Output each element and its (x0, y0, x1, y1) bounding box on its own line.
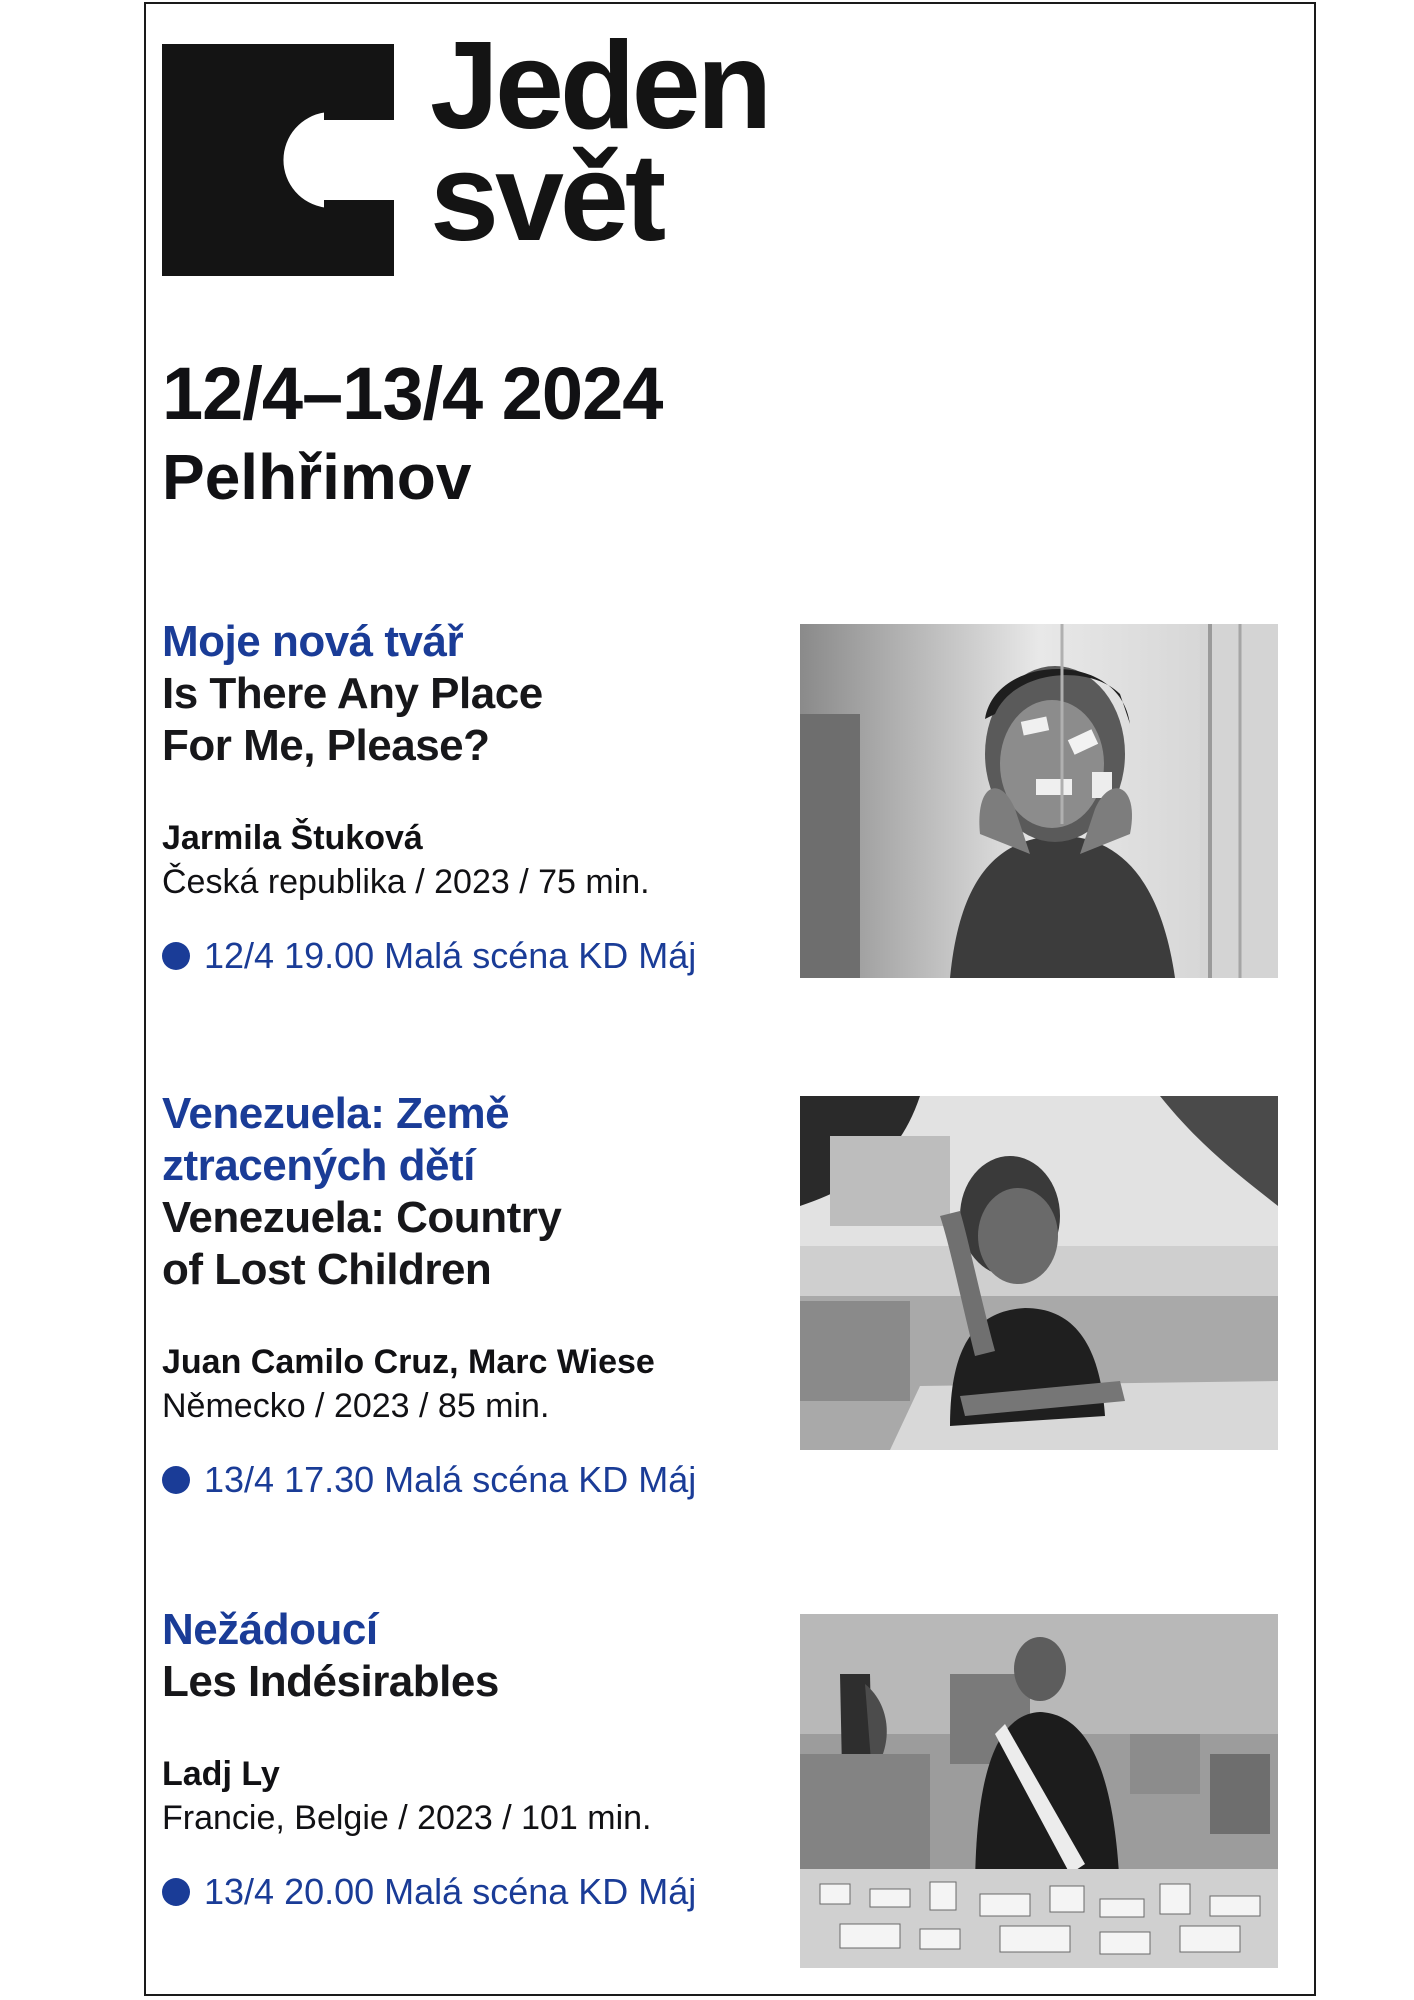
film-screening (162, 1870, 802, 1914)
film-screening (162, 1458, 802, 1502)
bullet-dot-icon (162, 1466, 190, 1494)
film-info: Německo / 2023 / 85 min. (162, 1387, 550, 1425)
logo-line-1: Jeden (430, 17, 769, 155)
film-director: Juan Camilo Cruz, Marc Wiese (162, 1343, 655, 1381)
film-entry-3 (162, 1604, 802, 1914)
screening-text: 13/4 17.30 Malá scéna KD Máj (204, 1459, 697, 1500)
film-entry-1 (162, 616, 802, 978)
film-title-en-line-1: Venezuela: Country (162, 1193, 562, 1242)
film-screening (162, 934, 802, 978)
logo-line-2: svět (430, 129, 663, 267)
logo-wordmark (430, 17, 769, 267)
photo-woman-with-face-bandages-icon (800, 624, 1278, 978)
film-photo-1 (800, 624, 1278, 978)
film-title-cz-line-1: Venezuela: Země (162, 1089, 510, 1138)
photo-mayor-with-sash-over-city-model-icon (800, 1614, 1278, 1968)
film-title-cz-line-2: ztracených dětí (162, 1141, 475, 1190)
photo-girl-leaning-on-table-icon (800, 1096, 1278, 1450)
film-entry-2 (162, 1088, 802, 1502)
film-director: Jarmila Štuková (162, 819, 423, 857)
film-info: Česká republika / 2023 / 75 min. (162, 863, 650, 901)
film-title-en-line-2: For Me, Please? (162, 721, 490, 770)
film-title-cz: Moje nová tvář (162, 617, 464, 666)
bullet-dot-icon (162, 942, 190, 970)
film-director: Ladj Ly (162, 1755, 280, 1793)
screening-text: 12/4 19.00 Malá scéna KD Máj (204, 935, 697, 976)
festival-poster (144, 2, 1316, 1996)
film-photo-3 (800, 1614, 1278, 1968)
logo-mark-icon (162, 44, 394, 276)
screening-text: 13/4 20.00 Malá scéna KD Máj (204, 1871, 697, 1912)
bullet-dot-icon (162, 1878, 190, 1906)
event-city: Pelhřimov (162, 441, 472, 513)
film-title-en-line-1: Is There Any Place (162, 669, 543, 718)
event-dates: 12/4–13/4 2024 (162, 352, 663, 435)
film-title-en-line-2: of Lost Children (162, 1245, 492, 1294)
film-info: Francie, Belgie / 2023 / 101 min. (162, 1799, 652, 1837)
film-photo-2 (800, 1096, 1278, 1450)
film-title-cz: Nežádoucí (162, 1605, 378, 1654)
film-title-en: Les Indésirables (162, 1657, 499, 1706)
